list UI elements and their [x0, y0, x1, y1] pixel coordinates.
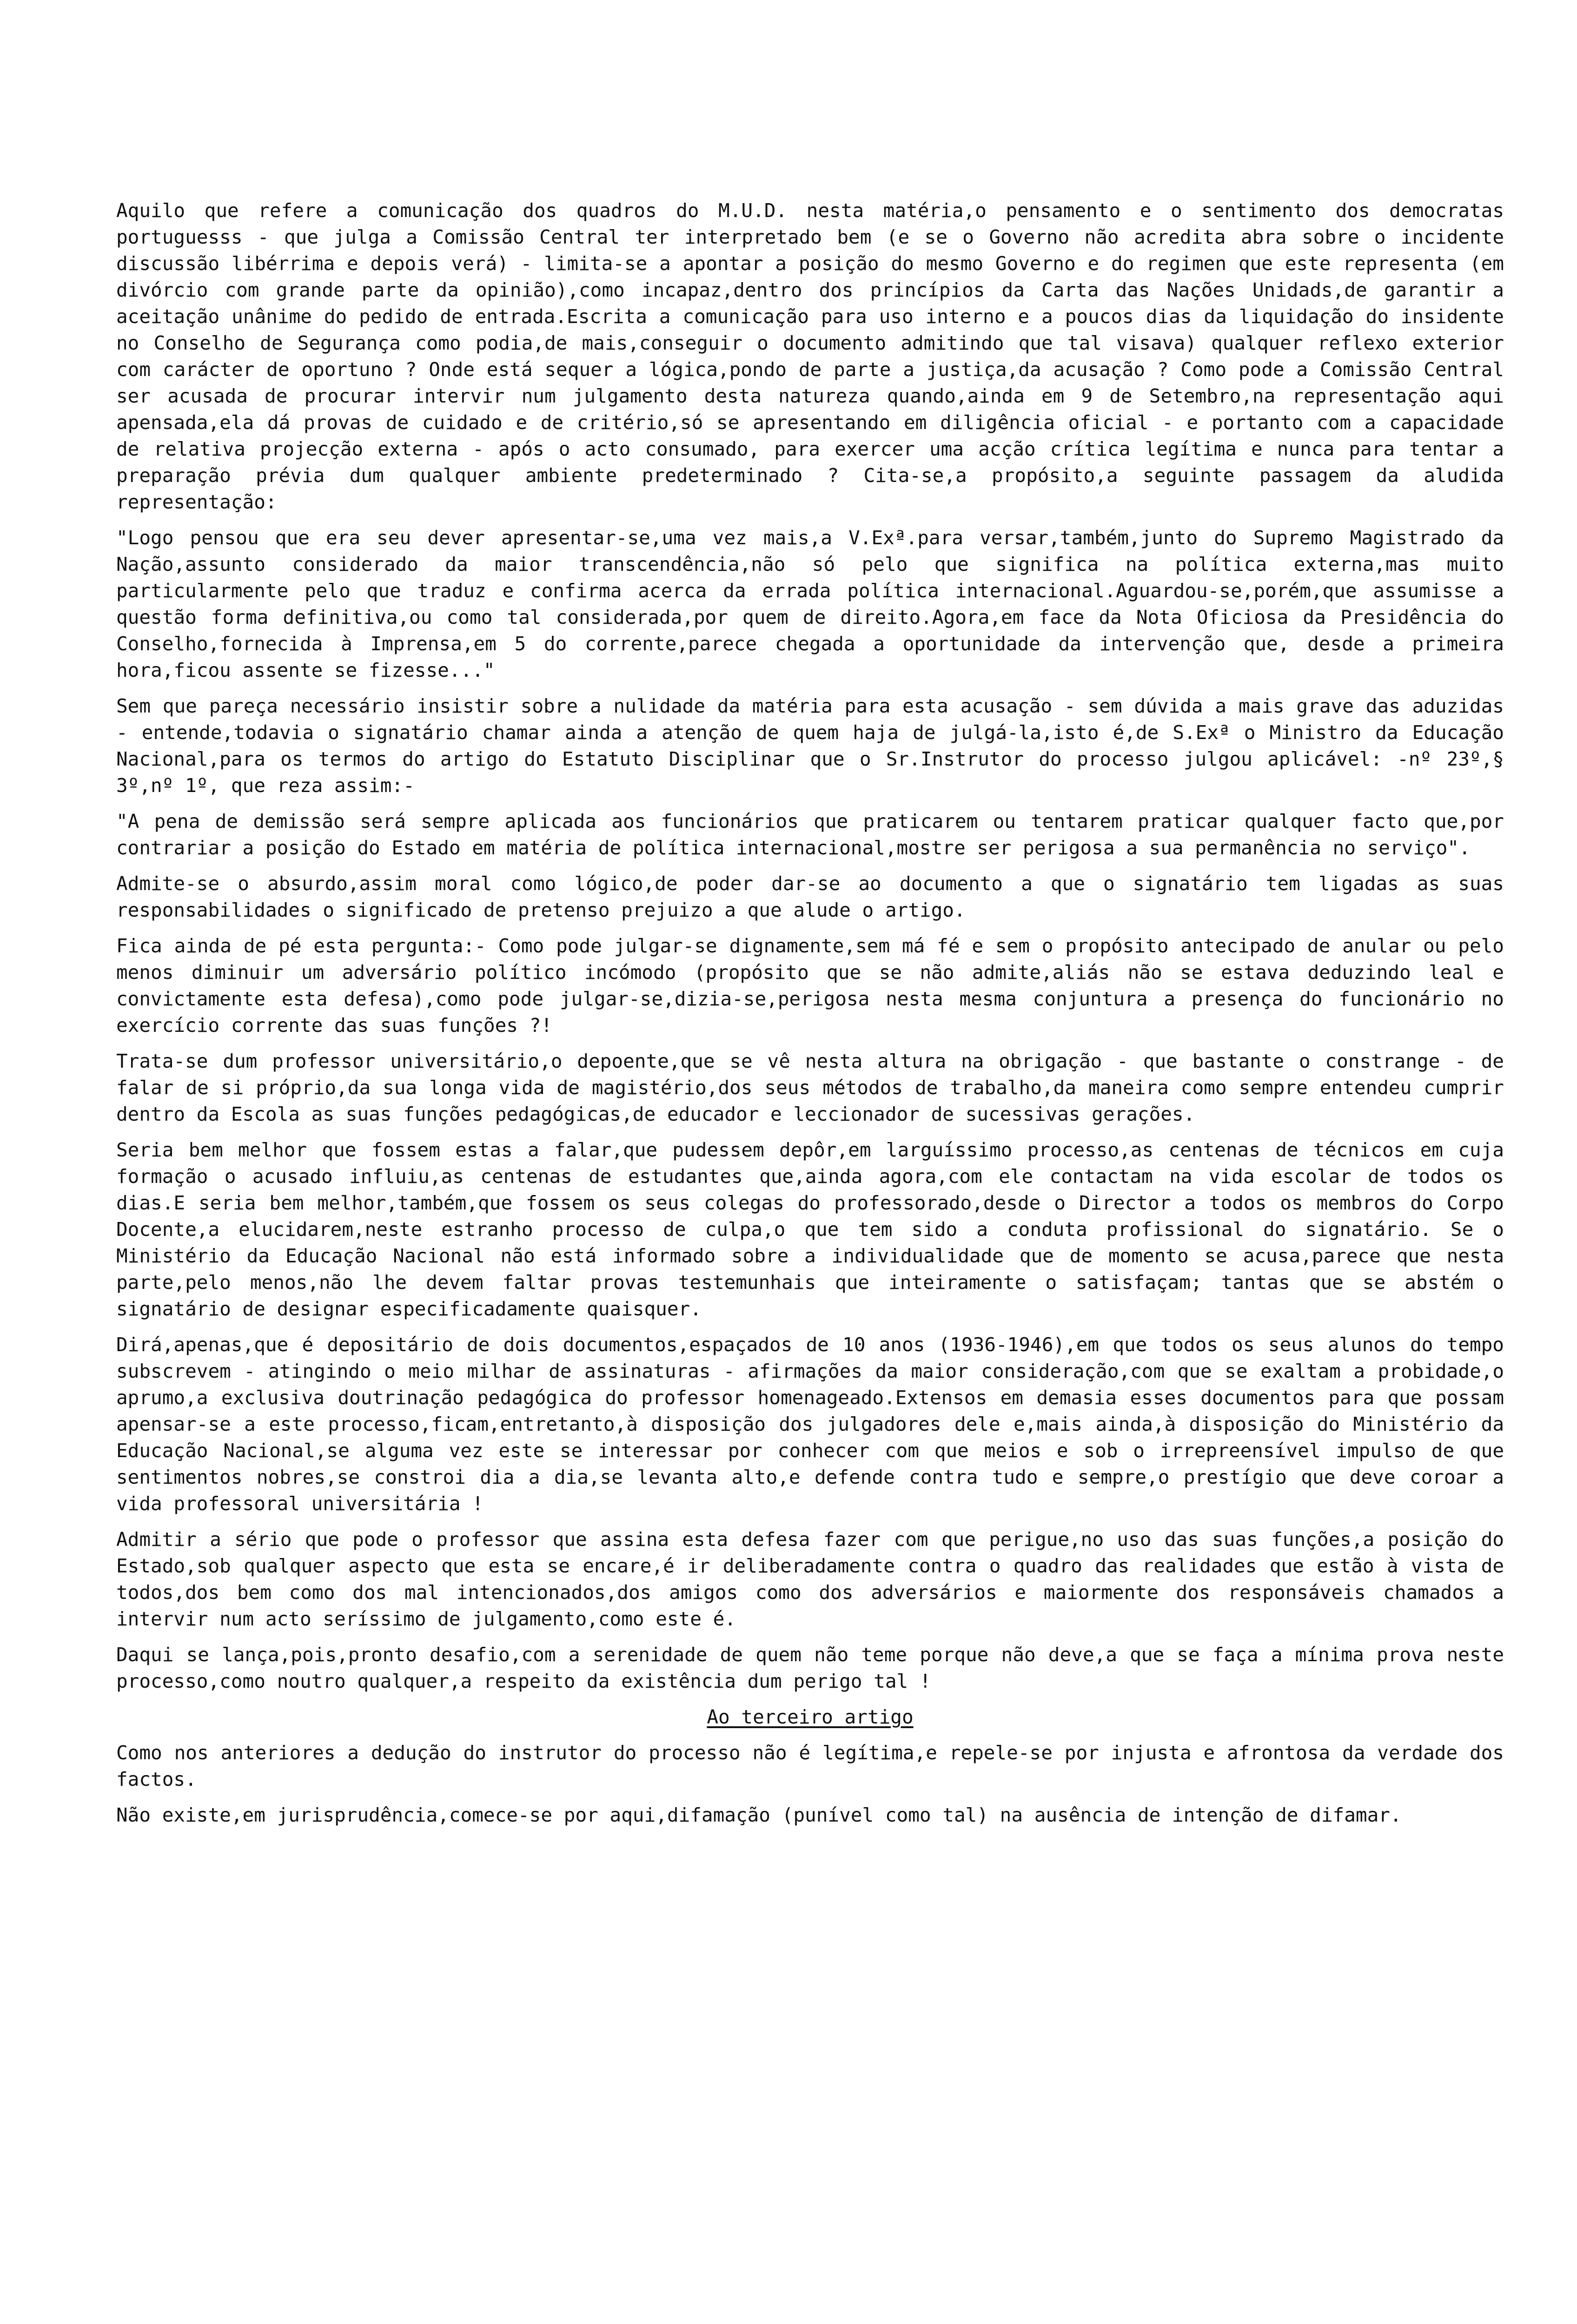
- document-page: [116, 198, 1504, 1838]
- paragraph-4-quote: "A pena de demissão será sempre aplicada aos funcionários que praticarem ou tentarem praticar qualquer facto que,por contrariar a posição do Estado em matéria de política internacional,mostre ser perigosa a sua permanência no serviço".: [116, 810, 1504, 859]
- paragraph-3: Sem que pareça necessário insistir sobre a nulidade da matéria para esta acusação - sem dúvida a mais grave das aduzidas - entende,todavia o signatário chamar ainda a atenção de quem haja de julgá-la,isto é,de S.Exª o Ministro da Educação Nacional,para os termos do artigo do Estatuto Disciplinar que o Sr.Instrutor do processo julgou aplicável: -nº 23º,§ 3º,nº 1º, que reza assim:-: [116, 695, 1504, 797]
- paragraph-8: Seria bem melhor que fossem estas a falar,que pudessem depôr,em larguíssimo processo,as centenas de técnicos em cuja formação o acusado influiu,as centenas de estudantes que,ainda agora,com ele contactam na vida escolar de todos os dias.E seria bem melhor,também,que fossem os seus colegas do professorado,desde o Director a todos os membros do Corpo Docente,a elucidarem,neste estranho processo de culpa,o que tem sido a conduta profissional do signatário. Se o Ministério da Educação Nacional não está informado sobre a individualidade que de momento se acusa,parece que nesta parte,pelo menos,não lhe devem faltar provas testemunhais que inteiramente o satisfaçam; tantas que se abstém o signatário de designar especificadamente quaisquer.: [116, 1139, 1504, 1320]
- paragraph-12: Como nos anteriores a dedução do instrutor do processo não é legítima,e repele-se por injusta e afrontosa da verdade dos factos.: [116, 1742, 1504, 1790]
- section-heading: [116, 1704, 1504, 1730]
- paragraph-2-quote: "Logo pensou que era seu dever apresentar-se,uma vez mais,a V.Exª.para versar,também,junto do Supremo Magistrado da Nação,assunto considerado da maior transcendência,não só pelo que significa na política externa,mas muito particularmente pelo que traduz e confirma acerca da errada política internacional.Aguardou-se,porém,que assumisse a questão forma definitiva,ou como tal considerada,por quem de direito.Agora,em face da Nota Oficiosa da Presidência do Conselho,fornecida à Imprensa,em 5 do corrente,parece chegada a oportunidade da intervenção que, desde a primeira hora,ficou assente se fizesse...": [116, 527, 1504, 681]
- paragraph-5: Admite-se o absurdo,assim moral como lógico,de poder dar-se ao documento a que o signatário tem ligadas as suas responsabilidades o significado de pretenso prejuizo a que alude o artigo.: [116, 872, 1504, 921]
- paragraph-13: Não existe,em jurisprudência,comece-se por aqui,difamação (punível como tal) na ausência de intenção de difamar.: [116, 1804, 1402, 1826]
- paragraph-6: Fica ainda de pé esta pergunta:- Como pode julgar-se dignamente,sem má fé e sem o propósito antecipado de anular ou pelo menos diminuir um adversário político incómodo (propósito que se não admite,aliás não se estava deduzindo leal e convictamente esta defesa),como pode julgar-se,dizia-se,perigosa nesta mesma conjuntura a presença do funcionário no exercício corrente das suas funções ?!: [116, 935, 1504, 1037]
- paragraph-11: Daqui se lança,pois,pronto desafio,com a serenidade de quem não teme porque não deve,a que se faça a mínima prova neste processo,como noutro qualquer,a respeito da existência dum perigo tal !: [116, 1644, 1504, 1692]
- section-heading-text: Ao terceiro artigo: [707, 1706, 914, 1728]
- paragraph-9: Dirá,apenas,que é depositário de dois documentos,espaçados de 10 anos (1936-1946),em que todos os seus alunos do tempo subscrevem - atingindo o meio milhar de assinaturas - afirmações da maior consideração,com que se exaltam a probidade,o aprumo,a exclusiva doutrinação pedagógica do professor homenageado.Extensos em demasia esses documentos para que possam apensar-se a este processo,ficam,entretanto,à disposição dos julgadores dele e,mais ainda,à disposição do Ministério da Educação Nacional,se alguma vez este se interessar por conhecer com que meios e sob o irrepreensível impulso de que sentimentos nobres,se constroi dia a dia,se levanta alto,e defende contra tudo e sempre,o prestígio que deve coroar a vida professoral universitária !: [116, 1334, 1504, 1515]
- paragraph-10: Admitir a sério que pode o professor que assina esta defesa fazer com que perigue,no uso das suas funções,a posição do Estado,sob qualquer aspecto que esta se encare,é ir deliberadamente contra o quadro das realidades que estão à vista de todos,dos bem como dos mal intencionados,dos amigos como dos adversários e maiormente dos responsáveis chamados a intervir num acto seríssimo de julgamento,como este é.: [116, 1528, 1504, 1630]
- paragraph-1: Aquilo que refere a comunicação dos quadros do M.U.D. nesta matéria,o pensamento e o sentimento dos democratas portuguesss - que julga a Comissão Central ter interpretado bem (e se o Governo não acredita abra sobre o incidente discussão libérrima e depois verá) - limita-se a apontar a posição do mesmo Governo e do regimen que este representa (em divórcio com grande parte da opinião),como incapaz,dentro dos princípios da Carta das Nações Unidads,de garantir a aceitação unânime do pedido de entrada.Escrita a comunicação para uso interno e a poucos dias da liquidação do insidente no Conselho de Segurança como podia,de mais,conseguir o documento admitindo que tal visava) qualquer reflexo exterior com carácter de oportuno ? Onde está sequer a lógica,pondo de parte a justiça,da acusação ? Como pode a Comissão Central ser acusada de procurar intervir num julgamento desta natureza quando,ainda em 9 de Setembro,na representação aqui apensada,ela dá provas de cuidado e de critério,só se apresentando em diligência oficial - e portanto com a capacidade de relativa projecção externa - após o acto consumado, para exercer uma acção crítica legítima e nunca para tentar a preparação prévia dum qualquer ambiente predeterminado ? Cita-se,a propósito,a seguinte passagem da aludida representação:: [116, 199, 1504, 513]
- paragraph-7: Trata-se dum professor universitário,o depoente,que se vê nesta altura na obrigação - que bastante o constrange - de falar de si próprio,da sua longa vida de magistério,dos seus métodos de trabalho,da maneira como sempre entendeu cumprir dentro da Escola as suas funções pedagógicas,de educador e leccionador de sucessivas gerações.: [116, 1050, 1504, 1125]
